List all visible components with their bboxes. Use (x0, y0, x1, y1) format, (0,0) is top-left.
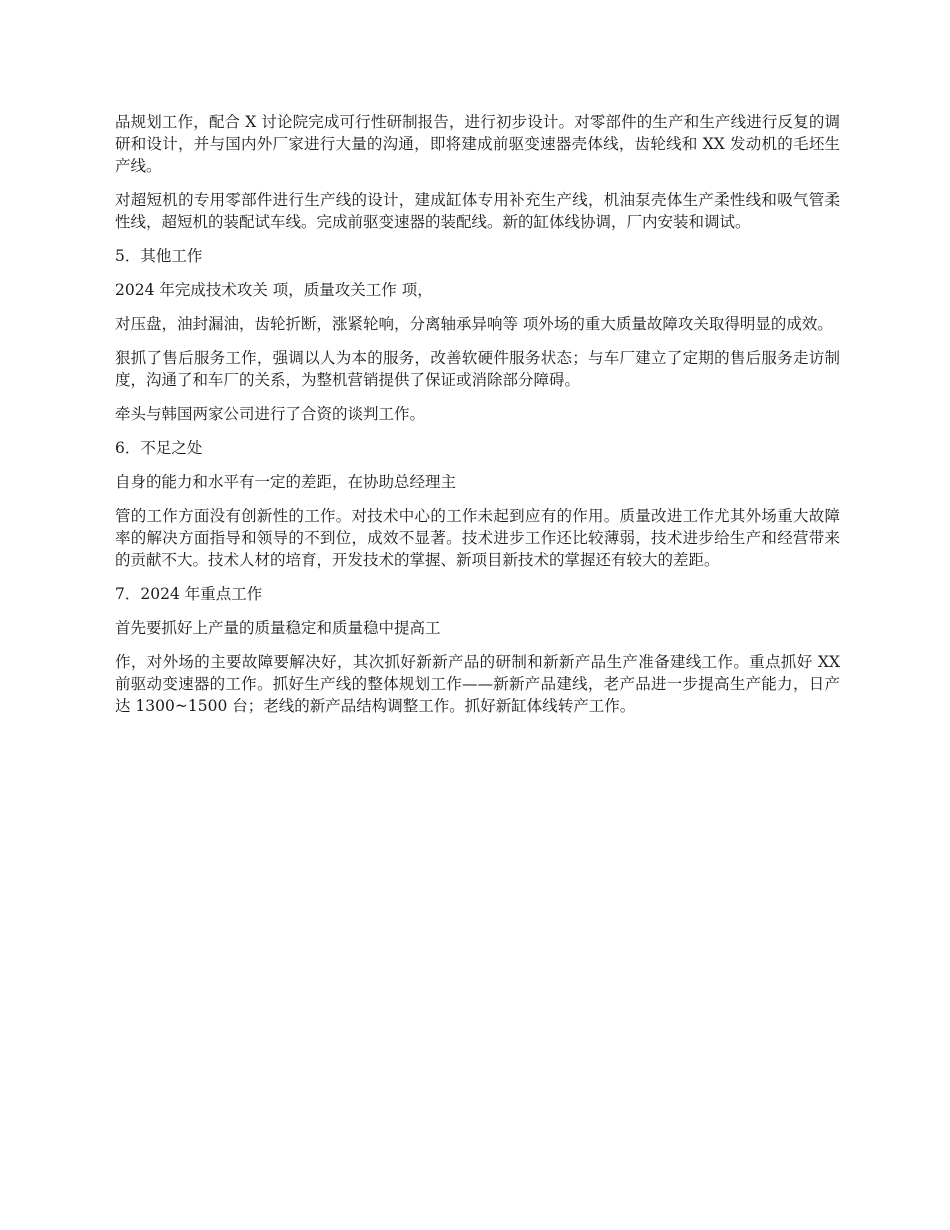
paragraph-tech-projects: 2024 年完成技术攻关 项，质量攻关工作 项， (115, 281, 433, 299)
paragraph-management-gaps: 管的工作方面没有创新性的工作。对技术中心的工作未起到应有的作用。质量改进工作尤其外场重大故障率的解决方面指导和领导的不到位，成效不显著。技术进步工作还比较薄弱，技术进步给生产和经营带来的贡献不大。技术人材的培育，开发技术的掌握、新项目新技术的掌握还有较大的差距。 (115, 507, 840, 569)
section-heading-key-work: 7．2024 年重点工作 (115, 585, 263, 603)
paragraph-planning: 品规划工作，配合 X 讨论院完成可行性研制报告，进行初步设计。对零部件的生产和生产线进行反复的调研和设计，并与国内外厂家进行大量的沟通，即将建成前驱变速器壳体线，齿轮线和 XX 发动机的毛坯生产线。 (115, 113, 840, 175)
paragraph-quality-issues: 对压盘，油封漏油，齿轮折断，涨紧轮响，分离轴承异响等 项外场的重大质量故障攻关取得明显的成效。 (115, 315, 833, 333)
paragraph-joint-venture: 牵头与韩国两家公司进行了合资的谈判工作。 (115, 405, 426, 423)
section-heading-shortcomings: 6．不足之处 (115, 439, 203, 457)
paragraph-short-engine-lines: 对超短机的专用零部件进行生产线的设计，建成缸体专用补充生产线，机油泵壳体生产柔性线和吸气管柔性线，超短机的装配试车线。完成前驱变速器的装配线。新的缸体线协调，厂内安装和调试。 (115, 191, 840, 231)
document-body (115, 111, 840, 729)
paragraph-ability-gap: 自身的能力和水平有一定的差距，在协助总经理主 (115, 473, 457, 491)
paragraph-after-sales: 狠抓了售后服务工作，强调以人为本的服务，改善软硬件服务状态；与车厂建立了定期的售后服务走访制度，沟通了和车厂的关系，为整机营销提供了保证或消除部分障碍。 (115, 349, 840, 389)
paragraph-key-work-details: 作，对外场的主要故障要解决好，其次抓好新新产品的研制和新新产品生产准备建线工作。重点抓好 XX 前驱动变速器的工作。抓好生产线的整体规划工作——新新产品建线，老产品进一步提高生产能力，日产达 1300~1500 台；老线的新产品结构调整工作。抓好新缸体线转产工作。 (115, 653, 840, 715)
paragraph-quality-priority: 首先要抓好上产量的质量稳定和质量稳中提高工 (115, 619, 441, 637)
section-heading-other-work: 5．其他工作 (115, 247, 203, 265)
